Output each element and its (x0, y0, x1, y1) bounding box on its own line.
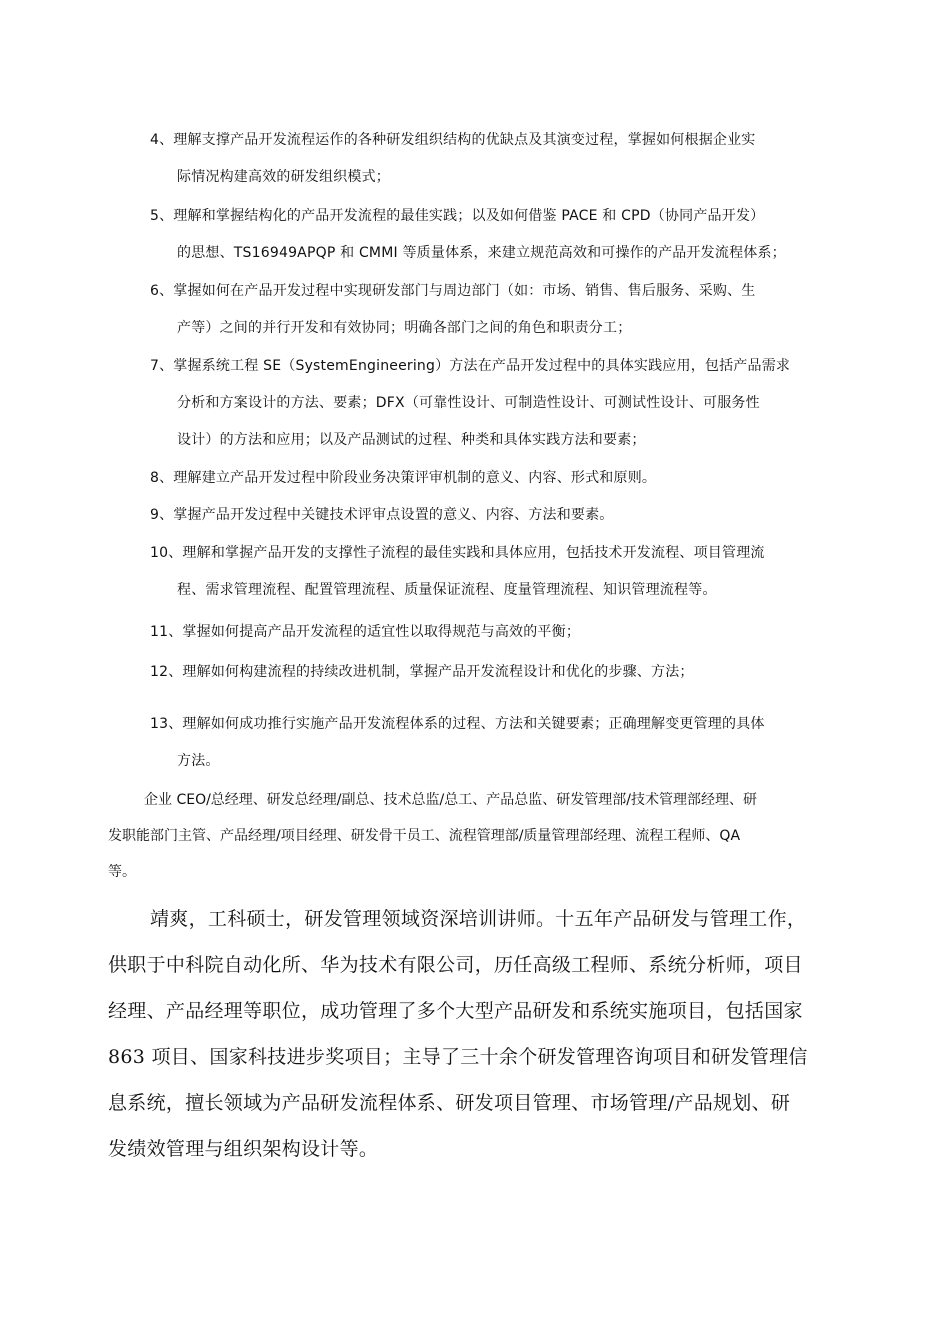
objective-line: 9、掌握产品开发过程中关键技术评审点设置的意义、内容、方法和要素。 (150, 507, 614, 523)
objective-item-10 (150, 535, 840, 609)
objective-item-9 (150, 497, 840, 534)
objective-item-11 (150, 614, 840, 651)
objective-line: 10、理解和掌握产品开发的支撑性子流程的最佳实践和具体应用，包括技术开发流程、项目管理流 (150, 545, 765, 561)
objective-line: 8、理解建立产品开发过程中阶段业务决策评审机制的意义、内容、形式和原则。 (150, 470, 657, 486)
bio-line: 863 项目、国家科技进步奖项目；主导了三十余个研发管理咨询项目和研发管理信 (108, 1046, 808, 1068)
target-audience-paragraph (108, 782, 848, 890)
audience-line: 发职能部门主管、产品经理/项目经理、研发骨干员工、流程管理部/质量管理部经理、流程工程师、QA (108, 828, 741, 844)
objective-line: 的思想、TS16949APQP 和 CMMI 等质量体系，来建立规范高效和可操作的产品开发流程体系； (177, 245, 786, 261)
bio-line: 供职于中科院自动化所、华为技术有限公司，历任高级工程师、系统分析师，项目 (108, 954, 803, 976)
objective-item-4 (150, 122, 840, 196)
objective-item-13 (150, 706, 840, 780)
objective-line: 4、理解支撑产品开发流程运作的各种研发组织结构的优缺点及其演变过程，掌握如何根据企业实 (150, 132, 756, 148)
objective-line: 12、理解如何构建流程的持续改进机制，掌握产品开发流程设计和优化的步骤、方法； (150, 664, 694, 680)
objective-line: 11、掌握如何提高产品开发流程的适宜性以取得规范与高效的平衡； (150, 624, 581, 640)
objective-item-7 (150, 348, 840, 459)
instructor-bio-paragraph (108, 896, 858, 1172)
audience-line: 企业 CEO/总经理、研发总经理/副总、技术总监/总工、产品总监、研发管理部/技术管理部经理、研 (144, 792, 757, 808)
objective-line: 分析和方案设计的方法、要素；DFX（可靠性设计、可制造性设计、可测试性设计、可服务性 (177, 395, 760, 411)
objective-line: 际情况构建高效的研发组织模式； (177, 169, 390, 185)
objective-line: 7、掌握系统工程 SE（SystemEngineering）方法在产品开发过程中的具体实践应用，包括产品需求 (150, 358, 791, 374)
objective-line: 5、理解和掌握结构化的产品开发流程的最佳实践；以及如何借鉴 PACE 和 CPD（协同产品开发） (150, 208, 765, 224)
objective-line: 设计）的方法和应用；以及产品测试的过程、种类和具体实践方法和要素； (177, 432, 646, 448)
bio-line: 息系统，擅长领域为产品研发流程体系、研发项目管理、市场管理/产品规划、研 (108, 1092, 791, 1114)
bio-line: 靖爽，工科硕士，研发管理领域资深培训讲师。十五年产品研发与管理工作， (150, 908, 807, 930)
objective-item-8 (150, 460, 840, 497)
bio-line: 发绩效管理与组织架构设计等。 (108, 1138, 379, 1160)
objective-item-12 (150, 654, 840, 691)
audience-line: 等。 (108, 864, 136, 880)
objective-line: 方法。 (177, 753, 220, 769)
objective-item-5 (150, 198, 840, 272)
objective-item-6 (150, 273, 840, 347)
objective-line: 程、需求管理流程、配置管理流程、质量保证流程、度量管理流程、知识管理流程等。 (177, 582, 717, 598)
objective-line: 6、掌握如何在产品开发过程中实现研发部门与周边部门（如：市场、销售、售后服务、采购、生 (150, 283, 756, 299)
objective-line: 产等）之间的并行开发和有效协同；明确各部门之间的角色和职责分工； (177, 320, 632, 336)
objective-line: 13、理解如何成功推行实施产品开发流程体系的过程、方法和关键要素；正确理解变更管理的具体 (150, 716, 765, 732)
bio-line: 经理、产品经理等职位，成功管理了多个大型产品研发和系统实施项目，包括国家 (108, 1000, 803, 1022)
